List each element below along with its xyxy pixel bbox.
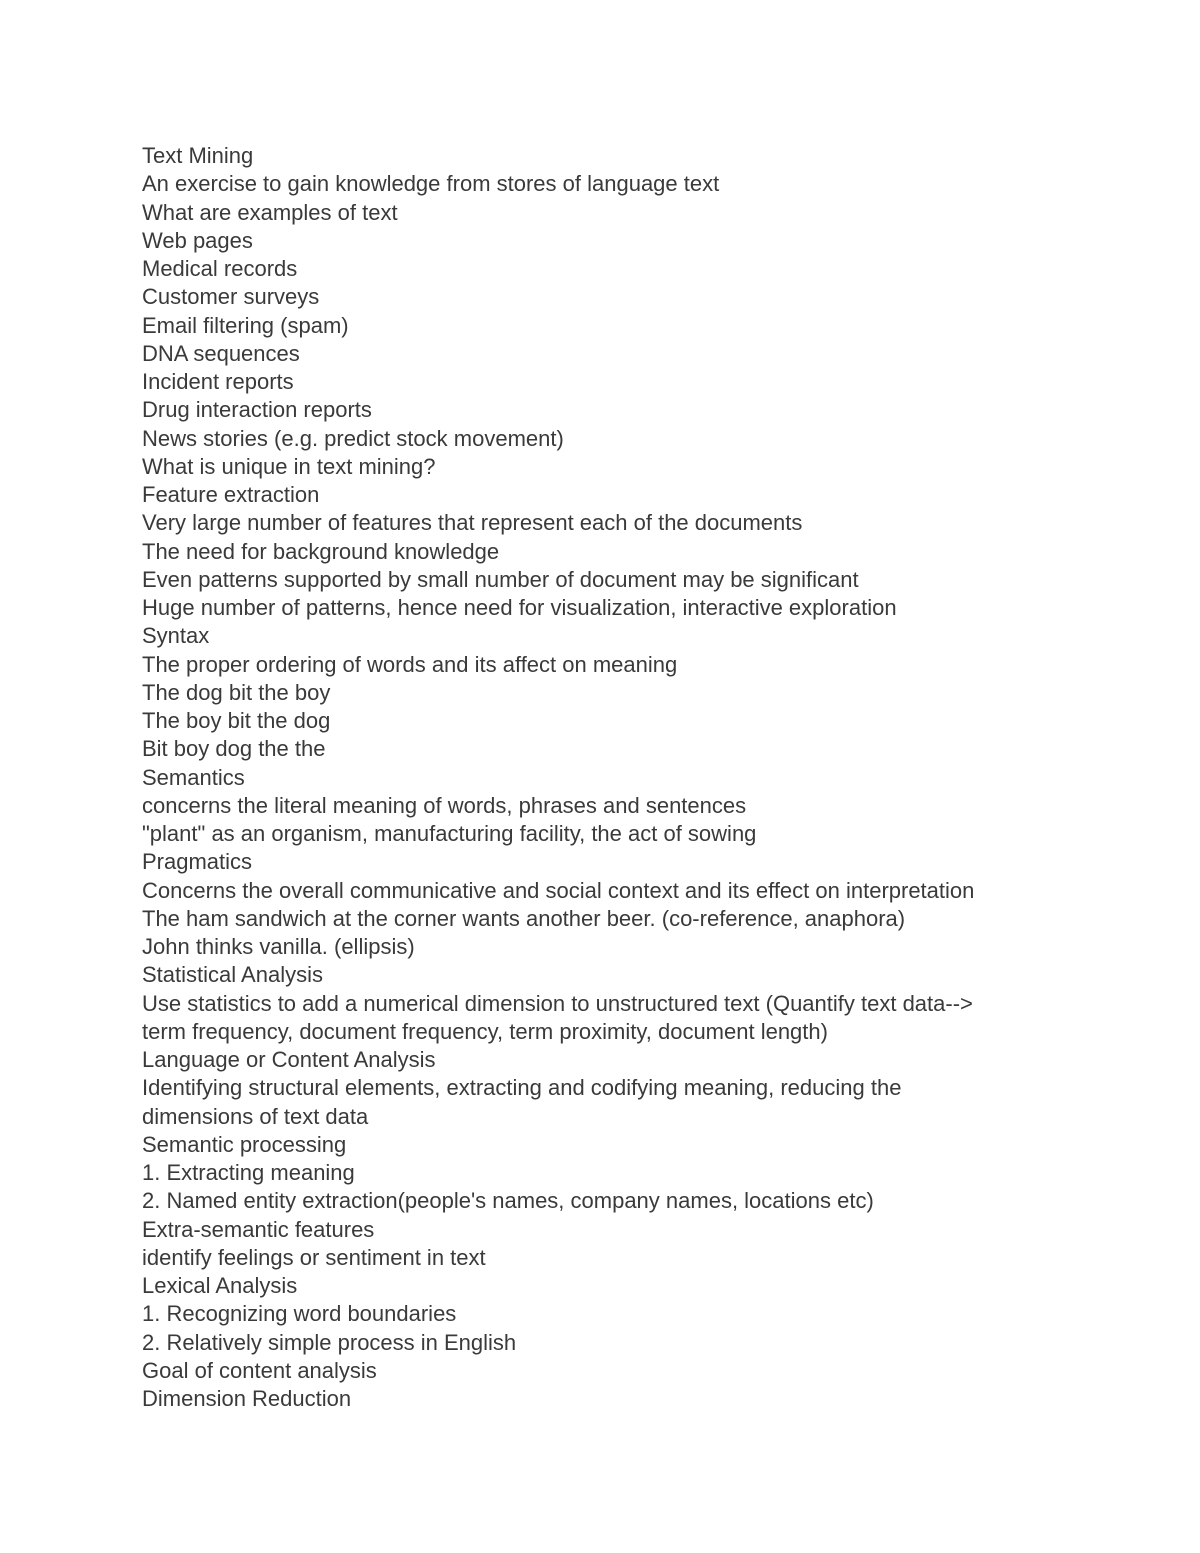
- text-line: Web pages: [142, 227, 253, 253]
- text-line: 1. Extracting meaning: [142, 1160, 355, 1185]
- text-line: Dimension Reduction: [142, 1386, 352, 1411]
- text-line: dimensions of text data: [142, 1103, 369, 1129]
- text-line: 2. Relatively simple process in English: [142, 1329, 517, 1355]
- text-line: Identifying structural elements, extracting and codifying meaning, reducing the: [142, 1075, 902, 1101]
- text-line: Incident reports: [142, 369, 294, 394]
- text-line: "plant" as an organism, manufacturing facility, the act of sowing: [142, 821, 757, 846]
- text-line: DNA sequences: [142, 340, 300, 366]
- text-line: term frequency, document frequency, term proximity, document length): [142, 1018, 828, 1044]
- text-line: Semantic processing: [142, 1131, 347, 1157]
- text-line: What are examples of text: [142, 199, 398, 225]
- text-line: The ham sandwich at the corner wants another beer. (co-reference, anaphora): [142, 905, 906, 931]
- text-line: News stories (e.g. predict stock movement): [142, 425, 564, 451]
- text-line: Language or Content Analysis: [142, 1047, 436, 1072]
- text-line: Customer surveys: [142, 284, 320, 310]
- text-line: Medical records: [142, 256, 298, 281]
- text-line: Concerns the overall communicative and social context and its effect on interpretation: [142, 877, 975, 903]
- text-line: Goal of content analysis: [142, 1357, 377, 1383]
- text-line: John thinks vanilla. (ellipsis): [142, 934, 415, 959]
- heading-text-mining: Text Mining: [142, 143, 254, 168]
- document-text: [142, 142, 1142, 1413]
- text-line: Statistical Analysis: [142, 962, 323, 988]
- text-line: The boy bit the dog: [142, 708, 331, 733]
- text-line: The need for background knowledge: [142, 538, 500, 564]
- text-line: 1. Recognizing word boundaries: [142, 1301, 457, 1327]
- text-line: Lexical Analysis: [142, 1273, 298, 1298]
- text-line: Drug interaction reports: [142, 397, 372, 423]
- text-line: Very large number of features that represent each of the documents: [142, 510, 803, 536]
- text-line: Extra-semantic features: [142, 1216, 375, 1242]
- text-line: The dog bit the boy: [142, 679, 331, 705]
- text-line: What is unique in text mining?: [142, 453, 436, 479]
- text-line: Use statistics to add a numerical dimension to unstructured text (Quantify text data-->: [142, 990, 973, 1016]
- text-line: concerns the literal meaning of words, phrases and sentences: [142, 792, 747, 818]
- text-line: identify feelings or sentiment in text: [142, 1244, 486, 1270]
- text-line: Feature extraction: [142, 482, 320, 507]
- text-line: Huge number of patterns, hence need for visualization, interactive exploration: [142, 595, 897, 620]
- text-line: Even patterns supported by small number of document may be significant: [142, 566, 859, 592]
- text-line: Email filtering (spam): [142, 312, 349, 338]
- text-line: Pragmatics: [142, 849, 253, 875]
- text-line: An exercise to gain knowledge from stores of language text: [142, 171, 720, 197]
- text-line: Syntax: [142, 623, 210, 649]
- text-line: The proper ordering of words and its affect on meaning: [142, 651, 678, 677]
- text-line: Bit boy dog the the: [142, 736, 326, 762]
- text-line: Semantics: [142, 764, 245, 790]
- text-line: 2. Named entity extraction(people's names, company names, locations etc): [142, 1188, 874, 1214]
